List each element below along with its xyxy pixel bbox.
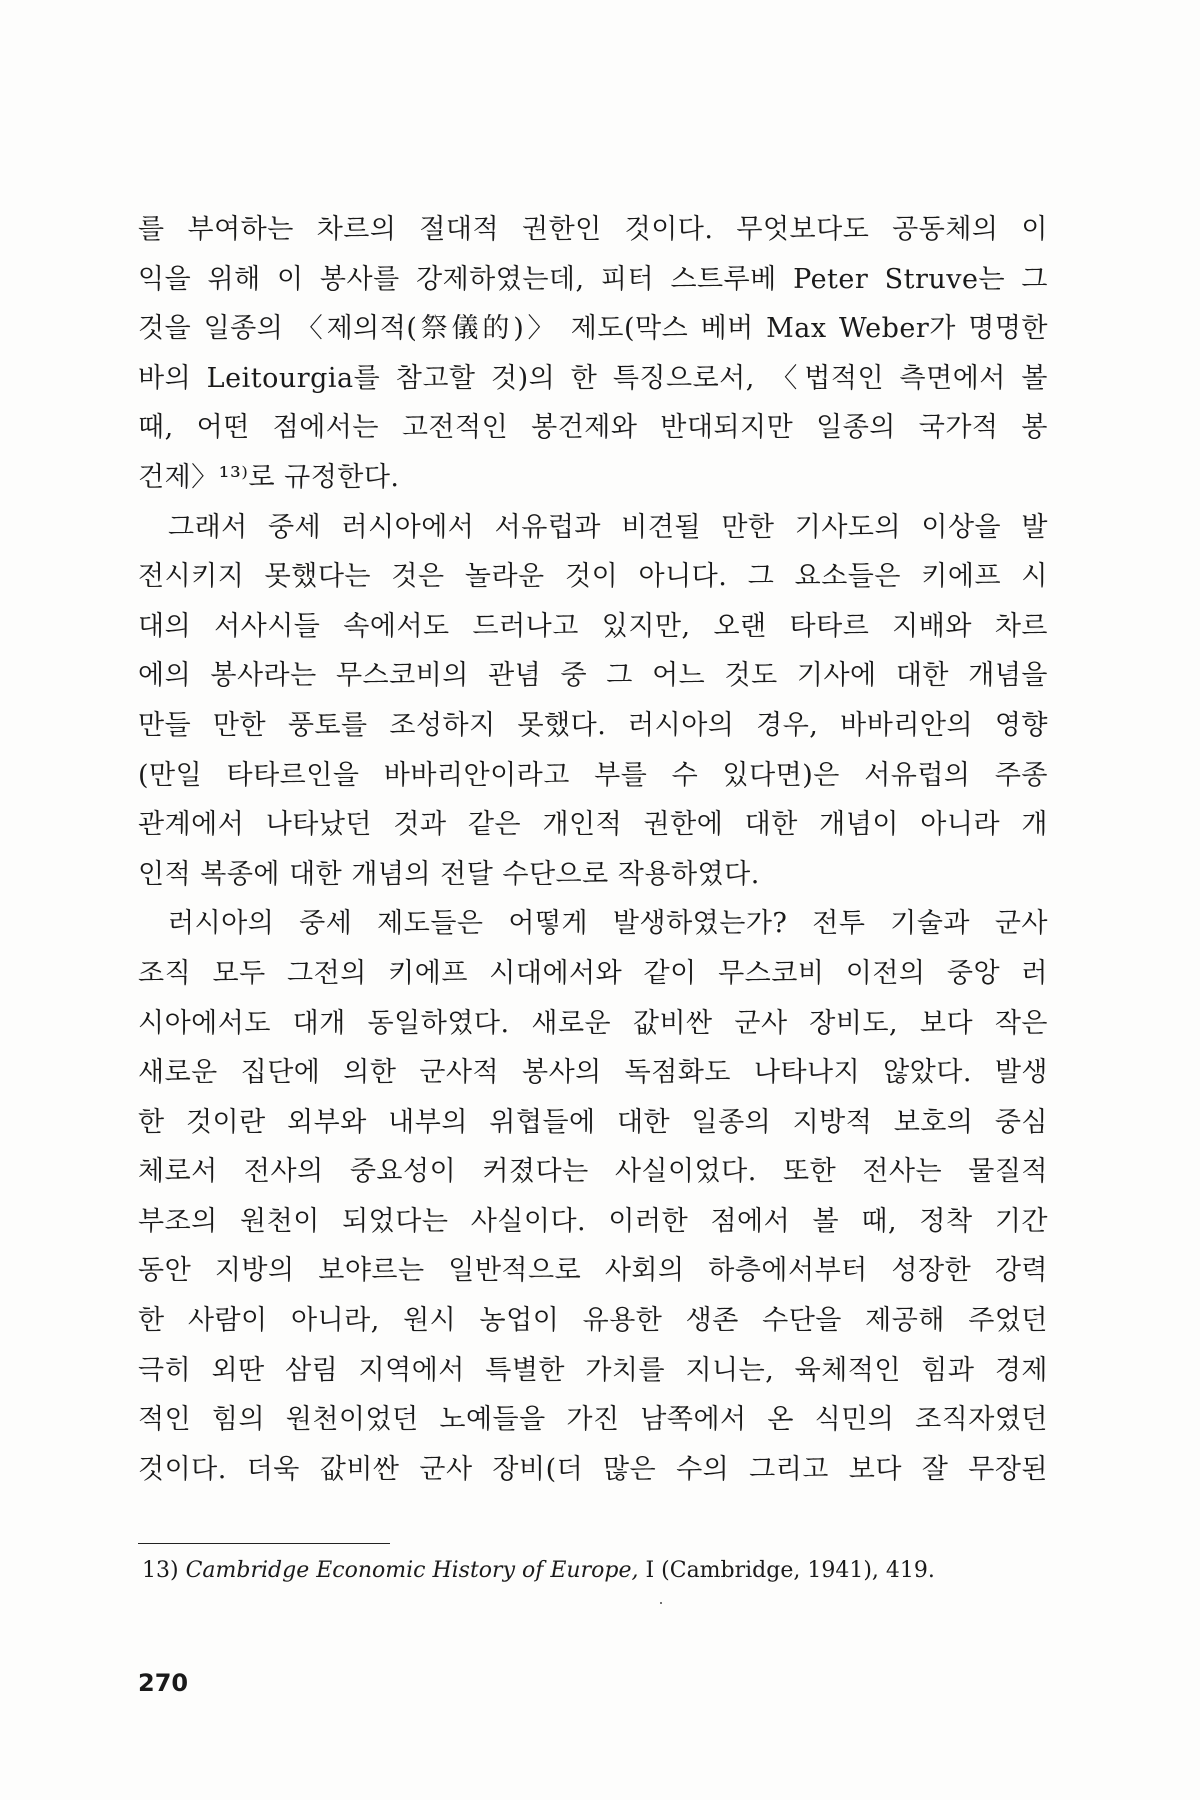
speck-mark xyxy=(660,1602,662,1604)
text-line: 것을 일종의 〈제의적(祭儀的)〉 제도(막스 베버 Max Weber가 명명한 xyxy=(138,313,1048,345)
text-line: 전시키지 못했다는 것은 놀라운 것이 아니다. 그 요소들은 키에프 시 xyxy=(138,561,1048,593)
text-line: 만들 만한 풍토를 조성하지 못했다. 러시아의 경우, 바바리안의 영향 xyxy=(138,709,1048,741)
text-line: 극히 외딴 삼림 지역에서 특별한 가치를 지니는, 육체적인 힘과 경제 xyxy=(138,1354,1048,1386)
footnote-detail: I (Cambridge, 1941), 419. xyxy=(645,1558,935,1583)
text-line: 조직 모두 그전의 키에프 시대에서와 같이 무스코비 이전의 중앙 러 xyxy=(138,957,1048,989)
footnote-number: 13) xyxy=(142,1558,179,1583)
text-line: (만일 타타르인을 바바리안이라고 부를 수 있다면)은 서유럽의 주종 xyxy=(138,759,1048,791)
footnote xyxy=(142,1556,1042,1586)
text-line: 것이다. 더욱 값비싼 군사 장비(더 많은 수의 그리고 보다 잘 무장된 xyxy=(138,1453,1048,1485)
text-line: 적인 힘의 원천이었던 노예들을 가진 남쪽에서 온 식민의 조직자였던 xyxy=(138,1404,1048,1436)
text-line: 관계에서 나타났던 것과 같은 개인적 권한에 대한 개념이 아니라 개 xyxy=(138,809,1048,841)
text-line: 바의 Leitourgia를 참고할 것)의 한 특징으로서, 〈법적인 측면에서 볼 xyxy=(138,362,1048,394)
text-line: 시아에서도 대개 동일하였다. 새로운 값비싼 군사 장비도, 보다 작은 xyxy=(138,1007,1048,1039)
text-line: 동안 지방의 보야르는 일반적으로 사회의 하층에서부터 성장한 강력 xyxy=(138,1255,1048,1287)
text-line: 익을 위해 이 봉사를 강제하였는데, 피터 스트루베 Peter Struve는 그 xyxy=(138,263,1048,295)
body-text xyxy=(138,205,1048,1494)
text-line: 그래서 중세 러시아에서 서유럽과 비견될 만한 기사도의 이상을 발 xyxy=(168,511,1048,543)
text-line: 한 사람이 아니라, 원시 농업이 유용한 생존 수단을 제공해 주었던 xyxy=(138,1305,1048,1337)
text-line: 를 부여하는 차르의 절대적 권한인 것이다. 무엇보다도 공동체의 이 xyxy=(138,214,1048,245)
text-line: 러시아의 중세 제도들은 어떻게 발생하였는가? 전투 기술과 군사 xyxy=(168,908,1048,940)
text-line: 대의 서사시들 속에서도 드러나고 있지만, 오랜 타타르 지배와 차르 xyxy=(138,610,1048,642)
page-number: 270 xyxy=(138,1669,189,1697)
text-line: 체로서 전사의 중요성이 커졌다는 사실이었다. 또한 전사는 물질적 xyxy=(138,1156,1048,1188)
text-line: 건제〉¹³⁾로 규정한다. xyxy=(138,461,400,493)
footnote-divider xyxy=(138,1543,390,1544)
text-line: 새로운 집단에 의한 군사적 봉사의 독점화도 나타나지 않았다. 발생 xyxy=(138,1057,1048,1089)
text-line: 인적 복종에 대한 개념의 전달 수단으로 작용하였다. xyxy=(138,858,760,890)
text-line: 때, 어떤 점에서는 고전적인 봉건제와 반대되지만 일종의 국가적 봉 xyxy=(138,412,1048,444)
text-line: 부조의 원천이 되었다는 사실이다. 이러한 점에서 볼 때, 정착 기간 xyxy=(138,1205,1048,1237)
text-line: 한 것이란 외부와 내부의 위협들에 대한 일종의 지방적 보호의 중심 xyxy=(138,1106,1048,1138)
footnote-title: Cambridge Economic History of Europe, xyxy=(185,1558,639,1583)
text-line: 에의 봉사라는 무스코비의 관념 중 그 어느 것도 기사에 대한 개념을 xyxy=(138,660,1048,692)
